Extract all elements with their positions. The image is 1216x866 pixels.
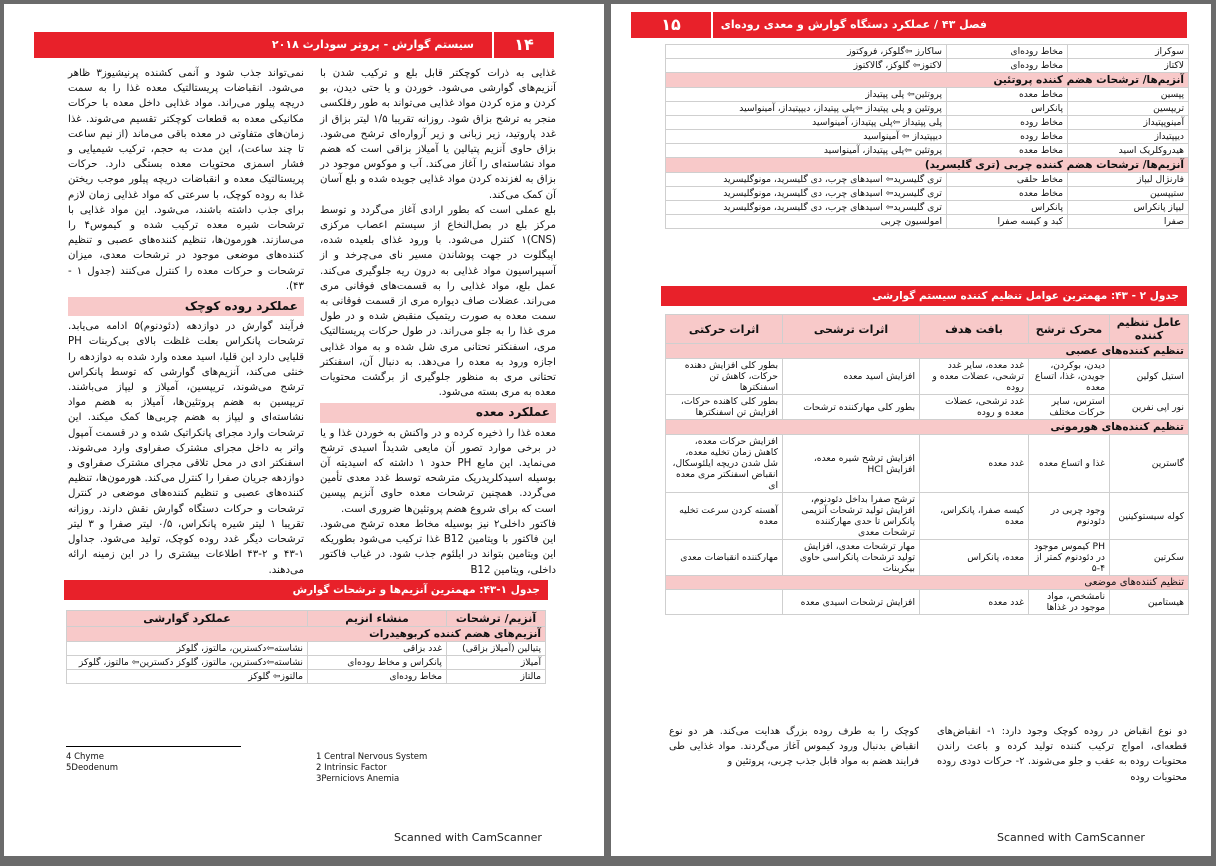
paragraph-bottom-left: کوچک را به طرف روده بزرگ هدایت می‌کند. هر دو نوع انقباض بدنبال ورود کیموس آغاز می‌گردند. مواد غذایی طی فرایند هضم به مواد قابل جذب چربی، پروتئین و: [669, 726, 919, 768]
table-cell: هیستامین: [1110, 590, 1189, 615]
page-number: ۱۴: [492, 32, 554, 58]
column-left: [68, 66, 304, 578]
regulators-table: [665, 314, 1189, 615]
table-group-row: [666, 420, 1189, 435]
table-row: [666, 45, 1189, 59]
table-row: [666, 435, 1189, 493]
table-cell: پانکراس و مخاط روده‌ای: [308, 656, 447, 670]
table-cell: غذا و اتساع معده: [1029, 435, 1110, 493]
table-cell: بطور کلی کاهنده حرکات، افزایش تن اسفنکترها: [666, 395, 783, 420]
table-title: جدول ۲ - ۴۳: مهمترین عوامل تنظیم کننده سیستم گوارشی: [661, 286, 1187, 306]
footnote: 5Deodenum: [66, 763, 119, 773]
running-title: سیستم گوارش - پروتر سودارث ۲۰۱۸: [271, 38, 474, 51]
table-cell: آمینوپپتیداز: [1068, 116, 1189, 130]
section-heading-small-intestine: عملکرد روده کوچک: [68, 297, 304, 316]
table-row: [666, 144, 1189, 158]
table-row: [666, 201, 1189, 215]
table-cell: بطور کلی مهارکننده ترشحات: [783, 395, 920, 420]
table-group-label: تنظیم کننده‌های موضعی: [666, 576, 1189, 590]
table-row: [666, 540, 1189, 576]
table-cell: غدد معده، سایر غدد ترشحی، عضلات معده و روده: [920, 359, 1029, 395]
table-cell: افزایش ترشحات اسیدی معده: [783, 590, 920, 615]
table-cell: فارنژال لیپاز: [1068, 173, 1189, 187]
column-right: [320, 66, 556, 578]
footnotes-right: [316, 752, 427, 785]
table-cell: مخاط معده: [947, 187, 1068, 201]
table-cell: پروتئین و پلی پپتیداز ⇦پلی پپتیداز، دیپپتیداز، آمینواسید: [666, 102, 947, 116]
table-cell: نور اپی نفرین: [1110, 395, 1189, 420]
table-group-row: [666, 73, 1189, 88]
paragraph: فرآیند گوارش در دوازدهه (دئودنوم)۵ ادامه می‌یابد. ترشحات پانکراس بعلت غلظت بالای بی‌کربنات PH قلیایی دارد این قلیا، اسید معده وارد شده به دوازدهه را خنثی می‌کند، آنزیم‌های گوارشی که توسط پانکراس ترشح می‌شوند، تریپسین، آمیلاز و لیپاز می‌باشند. تریپسین به هضم پروتئین‌ها، آمیلاز به هضم مواد نشاسته‌ای و لیپاز به هضم چربی‌ها کمک میکند. این ترشحات وارد مجرای پانکراتیک شده و در قسمت آمپول واتر به داخل مجرای مشترک صفراوی وارد می‌شوند. اسفنکتر ادی در محل تلاقی مجرای مشترک صفراوی و دوازدهه جریان صفرا را کنترل می‌کند. هورمون‌ها، تنظیم کننده‌های عصبی و تنظیم کننده‌های موضعی در کنترل ترشحات و حرکات دستگاه گوارش نقش دارند. روزانه تقریبا ۱ لیتر شیره پانکراس، ۰/۵ لیتر صفرا و ۳ لیتر ترشحات دیگر غدد روده کوچک، تولید می‌شود. جداول ۱-۴۳ و ۲-۴۳ اطلاعات بیشتری را در این زمینه ارائه می‌دهند.: [68, 321, 304, 576]
table-cell: تری گلیسرید⇦ اسیدهای چرب، دی گلیسرید، مونوگلیسرید: [666, 173, 947, 187]
section-heading-stomach: عملکرد معده: [320, 403, 556, 422]
table-cell: پانکراس: [947, 201, 1068, 215]
table-cell: تری گلیسرید⇦ اسیدهای چرب، دی گلیسرید، مونوگلیسرید: [666, 187, 947, 201]
footnote: 3Perniciovs Anemia: [316, 774, 400, 784]
running-title: فصل ۴۳ / عملکرد دستگاه گوارش و معدی روده‌ای: [720, 18, 987, 31]
table-cell: تری گلیسرید⇦ اسیدهای چرب، دی گلیسرید، مونوگلیسرید: [666, 201, 947, 215]
table-cell: معده، پانکراس: [920, 540, 1029, 576]
table-cell: پتیالین (آمیلاز بزاقی): [447, 642, 546, 656]
table-group-row: [666, 344, 1189, 359]
paragraph-bottom-right: دو نوع انقباض در روده کوچک وجود دارد: ۱- انقباض‌های قطعه‌ای، امواج ترکیب کننده تولید کرده و باعث راندن محتویات روده به عقب و جلو می‌شوند. ۲- حرکات دودی روده محتویات روده: [937, 726, 1187, 783]
table-group-row: [666, 158, 1189, 173]
enzyme-table: [66, 610, 546, 684]
table-title: جدول ۱-۴۳: مهمترین آنزیم‌ها و ترشحات گوارش: [64, 580, 548, 600]
table-row: [666, 215, 1189, 229]
page-15: [611, 4, 1211, 856]
table-cell: مخاط روده: [947, 116, 1068, 130]
table-cell: PH کیموس موجود در دئودنوم کمتر از ۴-۵: [1029, 540, 1110, 576]
table-cell: مالتوز⇦ گلوکز: [67, 670, 308, 684]
table-cell: ستیپسین: [1068, 187, 1189, 201]
table-cell: هیدروکلریک اسید: [1068, 144, 1189, 158]
table-row: [67, 656, 546, 670]
table-row: [666, 187, 1189, 201]
table-row: [666, 493, 1189, 540]
table-cell: نشاسته⇦دکسترین، مالتوز، گلوکز دکسترین⇦ مالتوز، گلوکز: [67, 656, 308, 670]
table-cell: افزایش ترشح شیره معده، افزایش HCl: [783, 435, 920, 493]
table-row: [666, 59, 1189, 73]
page-header: [631, 12, 1187, 38]
table-cell: مهار ترشحات معدی، افزایش تولید ترشحات پانکراسی حاوی بیکربنات: [783, 540, 920, 576]
table-cell: مخاط معده: [947, 88, 1068, 102]
table-cell: غدد معده: [920, 435, 1029, 493]
page-14: [4, 4, 604, 856]
table-cell: گاسترین: [1110, 435, 1189, 493]
table-cell: مهارکننده انقباضات معدی: [666, 540, 783, 576]
table-cell: دیدن، بوکردن، جویدن، غذا، اتساع معده: [1029, 359, 1110, 395]
table-cell: کوله سیستوکینین: [1110, 493, 1189, 540]
table-cell: مخاط روده: [947, 130, 1068, 144]
table-row: [67, 670, 546, 684]
page-number: ۱۵: [631, 12, 713, 38]
table-cell: مخاط معده: [947, 144, 1068, 158]
table-row: [666, 359, 1189, 395]
table-row: [666, 173, 1189, 187]
table-header: محرک ترشح: [1029, 315, 1110, 344]
table-row: [666, 102, 1189, 116]
table-cell: کبد و کیسه صفرا: [947, 215, 1068, 229]
table-cell: دیپپتیداز ⇦ آمینواسید: [666, 130, 947, 144]
table-cell: سوکراز: [1068, 45, 1189, 59]
table-cell: افزایش اسید معده: [783, 359, 920, 395]
table-cell: ساکارز ⇦گلوکز، فروکتوز: [666, 45, 947, 59]
scanner-watermark: Scanned with CamScanner: [394, 831, 542, 844]
footnotes-left: [66, 752, 118, 774]
table-cell: [666, 590, 783, 615]
table-cell: آمیلاز: [447, 656, 546, 670]
table-cell: دیپپتیداز: [1068, 130, 1189, 144]
table-header: اثرات ترشحی: [783, 315, 920, 344]
table-cell: مالتاز: [447, 670, 546, 684]
table-group-row: [666, 576, 1189, 590]
table-cell: سکرتین: [1110, 540, 1189, 576]
table-cell: لاکتاز: [1068, 59, 1189, 73]
paragraph: غذایی به ذرات کوچکتر قابل بلع و ترکیب شدن با آنزیم‌های گوارشی می‌شود. خوردن و یا حتی دیدن، بو کردن و مزه کردن مواد غذایی می‌تواند به طور رفلکسی منجر به ترشح بزاق شود. روزانه تقریبا ۱/۵ لیتر بزاق از غدد پاروتید، زیر زبانی و زیر آرواره‌ای ترشح می‌شود. بزاق حاوی آنزیم پتیالین یا آمیلاز بزاقی است که هضم مواد نشاسته‌ای را آغاز می‌کند. آب و موکوس موجود در بزاق به لغزنده کردن مواد غذایی جویده شده و بلع آسان آن کمک می‌کند.: [320, 68, 557, 201]
paragraph: معده غذا را ذخیره کرده و در واکنش به خوردن غذا و یا در برخی موارد تصور آن مایعی شدیداً اسیدی ترشح می‌نماید. این مایع PH حدود ۱ داشته که اسیدیته آن بوسیله اسیدکلریدریک مترشحه توسط غدد معدی تأمین می‌گردد. همچنین ترشحات معده حاوی آنزیم پپسین است که برای شروع هضم پروتئین‌ها ضروری است.: [320, 427, 556, 515]
footnote: 1 Central Nervous System: [316, 752, 428, 762]
scanner-watermark: Scanned with CamScanner: [997, 831, 1145, 844]
table-cell: مخاط روده‌ای: [308, 670, 447, 684]
table-header: اثرات حرکتی: [666, 315, 783, 344]
table-row: [666, 590, 1189, 615]
table-row: [666, 395, 1189, 420]
table-cell: تریپسین: [1068, 102, 1189, 116]
table-row: [67, 642, 546, 656]
table-header: منشاء انزیم: [308, 611, 447, 627]
table-cell: پروتئین ⇦پلی پپتیداز، آمینواسید: [666, 144, 947, 158]
table-cell: پپسین: [1068, 88, 1189, 102]
table-group-label: تنظیم کننده‌های عصبی: [666, 344, 1189, 359]
paragraph: بلع عملی است که بطور ارادی آغاز می‌گردد و توسط مرکز بلع در بصل‌النخاع از سیستم اعصاب مرکزی (CNS)۱ کنترل می‌شود. با ورود غذای بلعیده شده، اپیگلوت در جهت پوشاندن مسیر نای می‌چرخد و از آسپیراسیون مواد غذایی به درون ریه جلوگیری می‌کند. عمل بلع، مواد غذایی را به قسمت‌های فوقانی مری می‌راند. عضلات صاف دیواره مری از قسمت فوقانی به سمت معده به صورت ریتمیک منقبض شده و در طول مری غذا را به جلو می‌راند. در طول حرکات پریستالتیک مری، اسفنکتر تحتانی مری شل شده و به مواد غذایی اجازه ورود به معده را می‌دهد. به دنبال آن، اسفنکتر تحتانی مری به منظور جلوگیری از برگشت محتویات معده به مری بسته می‌شود.: [320, 204, 556, 399]
table-cell: استیل کولین: [1110, 359, 1189, 395]
table-row: [666, 130, 1189, 144]
table-cell: کیسه صفرا، پانکراس، معده: [920, 493, 1029, 540]
table-group-label: تنظیم کننده‌های هورمونی: [666, 420, 1189, 435]
table-group-row: آنزیم‌های هضم کننده کربوهیدرات: [67, 627, 546, 642]
table-cell: نشاسته⇦دکسترین، مالتوز، گلوکز: [67, 642, 308, 656]
table-group-label: آنزیم‌ها/ ترشحات هضم کننده چربی (تری گلیسرید): [666, 158, 1189, 173]
table-cell: افزایش حرکات معده، کاهش زمان تخلیه معده، شل شدن دریچه ایلئوسکال، انقباض اسفنکتر مری معده ای: [666, 435, 783, 493]
table-row: [666, 88, 1189, 102]
table-cell: پانکراس: [947, 102, 1068, 116]
table-cell: پلی پپتیداز ⇦پلی پپتیداز، آمینواسید: [666, 116, 947, 130]
table-header: بافت هدف: [920, 315, 1029, 344]
table-cell: صفرا: [1068, 215, 1189, 229]
paragraph: نمی‌تواند جذب شود و آنمی کشنده پرنیشیوز۳ ظاهر می‌شود. انقباضات پریستالتیک معده غذا را به سمت دریچه پیلور می‌راند. مواد غذایی داخل معده با حرکات مکانیکی معده به قطعات کوچکتر تقسیم می‌شوند. غذا زمان‌های متفاوتی در معده باقی می‌ماند (از نیم ساعت تا چند ساعت)، این مدت به حجم، ترکیب شیمیایی و فشار اسمزی محتویات معده بستگی دارد. حرکات پریستالتیک معده و انقباضات دریچه پیلور موجب ریختن غذا به روده کوچک، با سرعتی که مواد غذایی زمان لازم برای جذب داشته باشند، می‌شود. این مواد غذایی با ترشحات شیره معده ترکیب شده و کیموس۴ را می‌سازند. هورمون‌ها، تنظیم کننده‌های عصبی و تنظیم کننده‌های موضعی موجود در ترشحات معدی، میزان ترشحات و حرکات معده را کنترل می‌کنند (جدول ۱ - ۴۳).: [68, 68, 304, 292]
table-cell: غدد ترشحی، عضلات معده و روده: [920, 395, 1029, 420]
table-group-label: آنزیم‌ها/ ترشحات هضم کننده پروتئین: [666, 73, 1189, 88]
table-cell: بطور کلی افزایش دهنده حرکات، کاهش تن اسفنکترها: [666, 359, 783, 395]
table-cell: آهسته کردن سرعت تخلیه معده: [666, 493, 783, 540]
table-header: آنزیم/ ترشحات: [447, 611, 546, 627]
table-cell: غدد معده: [920, 590, 1029, 615]
table-row: [666, 116, 1189, 130]
table-cell: غدد بزاقی: [308, 642, 447, 656]
footnote: 4 Chyme: [66, 752, 104, 762]
table-cell: استرس، سایر حرکات مختلف: [1029, 395, 1110, 420]
table-cell: مخاط روده‌ای: [947, 45, 1068, 59]
table-cell: وجود چربی در دئودنوم: [1029, 493, 1110, 540]
table-cell: ترشح صفرا بداخل دئودنوم، افزایش تولید ترشحات آنزیمی پانکراس تا حدی مهارکننده ترشحات معدی: [783, 493, 920, 540]
table-cell: لیپاز پانکراس: [1068, 201, 1189, 215]
page-header: [34, 32, 554, 58]
table-cell: مخاط روده‌ای: [947, 59, 1068, 73]
footnote-rule: [66, 746, 241, 747]
table-cell: امولسیون چربی: [666, 215, 947, 229]
table-cell: مخاط حلقی: [947, 173, 1068, 187]
table-cell: لاکتوز⇦ گلوکز، گالاکتوز: [666, 59, 947, 73]
footnote: 2 Intrinsic Factor: [316, 763, 387, 773]
table-header: عامل تنظیم کننده: [1110, 315, 1189, 344]
paragraph: فاکتور داخلی۲ نیز بوسیله مخاط معده ترشح می‌شود. این فاکتور با ویتامین B12 غذا ترکیب می‌شود بطوریکه این ویتامین بتواند در ایلئوم جذب شود. در غیاب فاکتور داخلی، ویتامین B12: [320, 518, 556, 576]
table-header: عملکرد گوارشی: [67, 611, 308, 627]
table-cell: پروتئین⇦ پلی پپتیداز: [666, 88, 947, 102]
table-cell: نامشخص، مواد موجود در غذاها: [1029, 590, 1110, 615]
enzyme-table-continued: [665, 44, 1189, 229]
